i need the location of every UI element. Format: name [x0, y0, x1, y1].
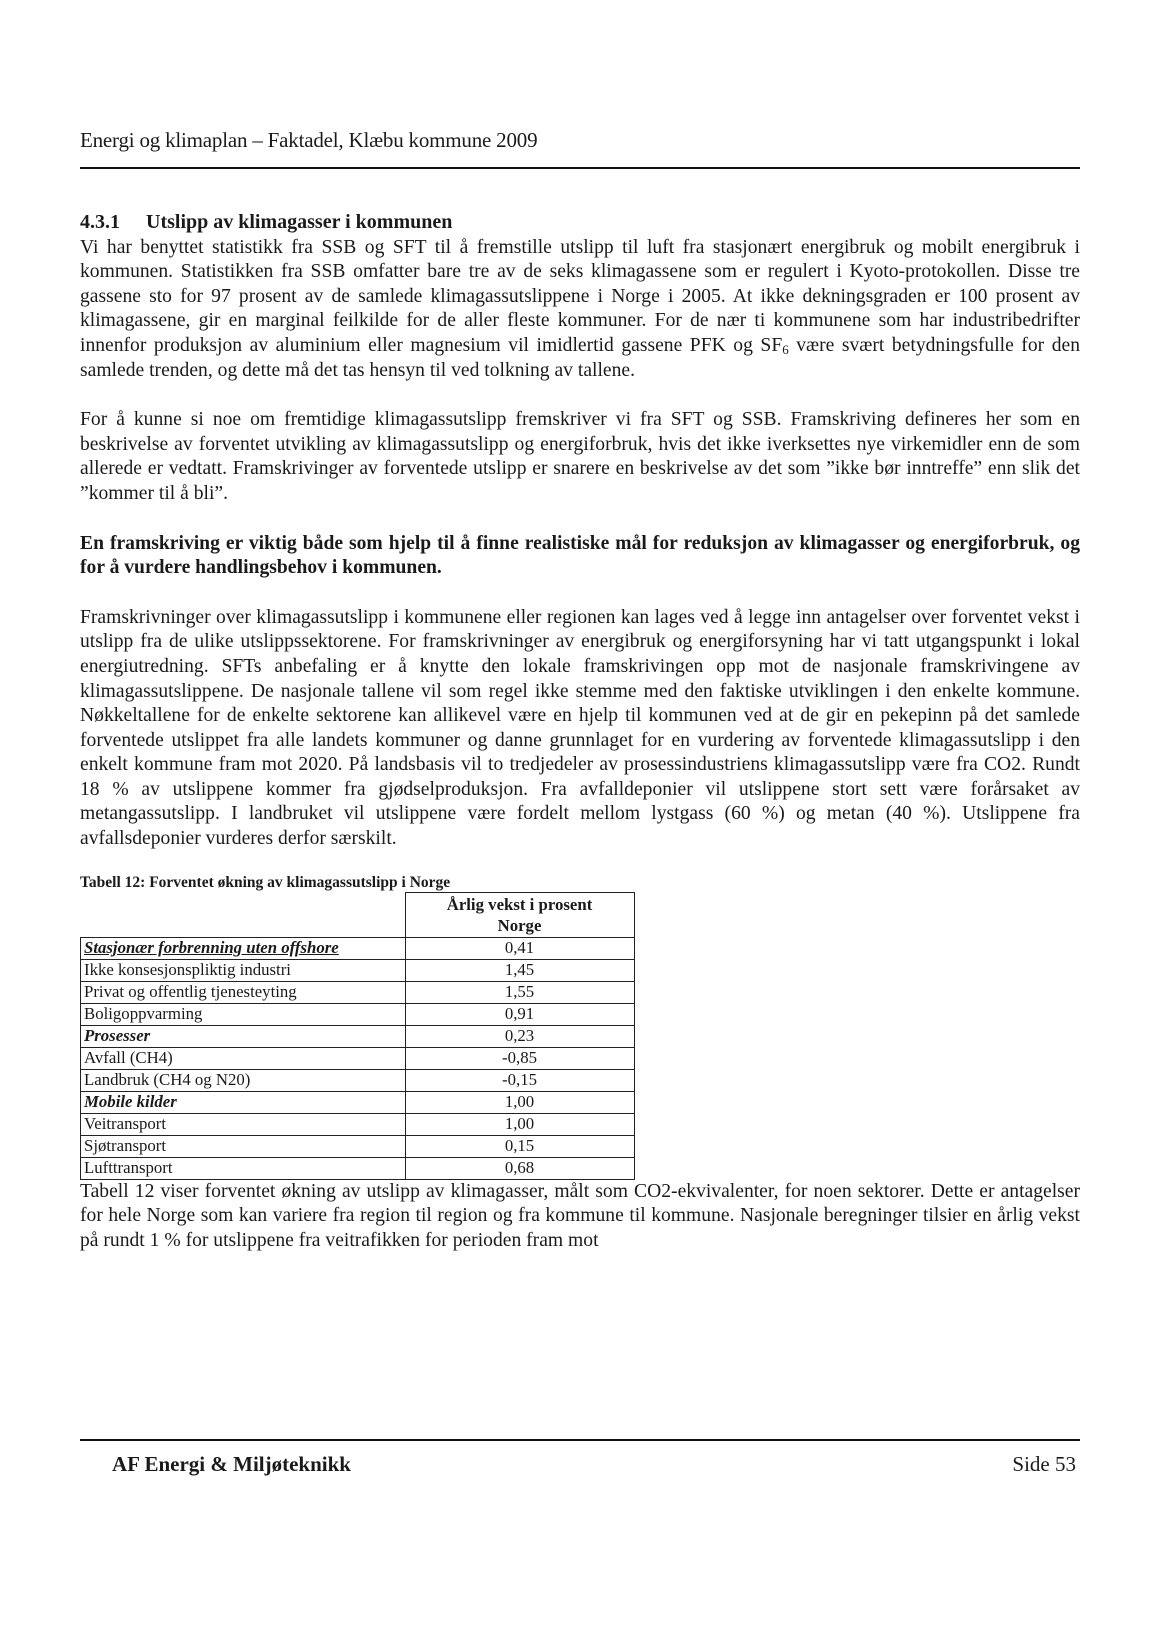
row-label: Landbruk (CH4 og N20) — [81, 1069, 406, 1091]
table-row — [81, 959, 635, 981]
row-value: 1,00 — [405, 1091, 634, 1113]
page-header-title: Energi og klimaplan – Faktadel, Klæbu kommune 2009 — [80, 128, 538, 152]
row-value: 0,15 — [405, 1135, 634, 1157]
subscript-6: 6 — [782, 341, 789, 357]
table-row — [81, 937, 635, 959]
paragraph-table-description: Tabell 12 viser forventet økning av utslipp av klimagasser, målt som CO2-ekvivalenter, for noen sektorer. Dette er antagelser for hele Norge som kan variere fra region til region og fra kommune til kommune. Nasjonale beregninger tilsier en årlig vekst på rundt 1 % for utslippene fra veitrafikken for perioden fram mot — [80, 1180, 1080, 1251]
paragraph-intro-text-b: være svært betydningsfulle for den samlede trenden, og dette må det tas hensyn til ved tolkning av tallene. — [80, 334, 1080, 381]
footer-company: AF Energi & Miljøteknikk — [112, 1452, 351, 1476]
table-row — [81, 1091, 635, 1113]
footer-page-number: Side 53 — [1012, 1452, 1076, 1476]
paragraph-emphasis: En framskriving er viktig både som hjelp til å finne realistiske mål for reduksjon av klimagasser og energiforbruk, og for å vurdere handlingsbehov i kommunen. — [80, 532, 1080, 579]
emissions-growth-table — [80, 892, 635, 1180]
row-label: Lufttransport — [81, 1157, 406, 1179]
row-value: 1,00 — [405, 1113, 634, 1135]
row-value: -0,15 — [405, 1069, 634, 1091]
section-number: 4.3.1 — [80, 211, 120, 233]
footer-divider — [80, 1439, 1080, 1441]
row-label: Mobile kilder — [81, 1091, 406, 1113]
table-row — [81, 1003, 635, 1025]
row-label: Ikke konsesjonspliktig industri — [81, 959, 406, 981]
row-value: 0,23 — [405, 1025, 634, 1047]
paragraph-framskriving-definition: For å kunne si noe om fremtidige klimagassutslipp fremskriver vi fra SFT og SSB. Framskriving defineres her som en beskrivelse av forventet utvikling av klimagassutslipp og energiforbruk, hvis det ikke iverksettes nye virkemidler enn de som allerede er vedtatt. Framskrivinger av forventede utslipp er snarere en beskrivelse av det som ”ikke bør inntreffe” enn slik det ”kommer til å bli”. — [80, 409, 1080, 504]
paragraph-intro — [80, 236, 1080, 384]
table-row — [81, 1135, 635, 1157]
table-header-row — [81, 892, 635, 937]
row-value: 1,45 — [405, 959, 634, 981]
row-value: 0,68 — [405, 1157, 634, 1179]
row-label: Prosesser — [81, 1025, 406, 1047]
row-value: 0,41 — [405, 937, 634, 959]
column-header-line2: Norge — [497, 915, 542, 935]
document-body — [80, 210, 1080, 1253]
column-header-line1: Årlig vekst i prosent — [446, 894, 593, 914]
row-value: 0,91 — [405, 1003, 634, 1025]
table-row — [81, 1047, 635, 1069]
row-label: Privat og offentlig tjenesteyting — [81, 981, 406, 1003]
header-divider — [80, 167, 1080, 169]
row-label: Sjøtransport — [81, 1135, 406, 1157]
table-row — [81, 1025, 635, 1047]
table-row — [81, 1069, 635, 1091]
table-header-blank — [81, 892, 406, 937]
paragraph-framskrivninger: Framskrivninger over klimagassutslipp i kommunene eller regionen kan lages ved å legge inn antagelser over forventet vekst i utslipp fra de ulike utslippssektorene. For framskrivninger av energibruk og energiforsyning har vi tatt utgangspunkt i lokal energiutredning. SFTs anbefaling er å knytte den lokale framskrivingen opp mot de nasjonale framskrivingene av klimagassutslippene. De nasjonale tallene vil som regel ikke stemme med den faktiske utviklingen i den enkelte kommune. Nøkkeltallene for de enkelte sektorene kan allikevel være en hjelp til kommunen ved at de gir en pekepinn på det samlede forventede utslippet fra alle landets kommuner og danne grunnlaget for en vurdering av forventede klimagassutslipp i den enkelt kommune fram mot 2020. På landsbasis vil to tredjedeler av prosessindustriens klimagassutslipp være fra CO2. Rundt 18 % av utslippene kommer fra gjødselproduksjon. Fra avfalldeponier vil utslippene stort sett være forårsaket av metangassutslipp. I landbruket vil utslippene være fordelt mellom lystgass (60 %) og metan (40 %). Utslippene fra avfallsdeponier vurderes derfor særskilt. — [80, 606, 1080, 850]
table-column-header — [405, 892, 634, 937]
row-label: Stasjonær forbrenning uten offshore — [81, 937, 406, 959]
row-label: Veitransport — [81, 1113, 406, 1135]
row-label: Avfall (CH4) — [81, 1047, 406, 1069]
table-row — [81, 1157, 635, 1179]
row-label: Boligoppvarming — [81, 1003, 406, 1025]
section-heading — [80, 210, 1080, 235]
paragraph-intro-text-a: Vi har benyttet statistikk fra SSB og SFT til å fremstille utslipp til luft fra stasjonært energibruk og mobilt energibruk i kommunen. Statistikken fra SSB omfatter bare tre av de seks klimagassene som er regulert i Kyoto-protokollen. Disse tre gassene sto for 97 prosent av de samlede klimagassutslippene i Norge i 2005. At ikke dekningsgraden er 100 prosent av klimagassene, gir en marginal feilkilde for de aller fleste kommuner. For de nær ti kommunene som har industribedrifter innenfor produksjon av aluminium eller magnesium vil imidlertid gassene PFK og SF — [80, 236, 1080, 356]
section-title: Utslipp av klimagasser i kommunen — [146, 211, 453, 233]
table-row — [81, 981, 635, 1003]
row-value: 1,55 — [405, 981, 634, 1003]
row-value: -0,85 — [405, 1047, 634, 1069]
table-caption: Tabell 12: Forventet økning av klimagassutslipp i Norge — [80, 873, 451, 891]
table-row — [81, 1113, 635, 1135]
